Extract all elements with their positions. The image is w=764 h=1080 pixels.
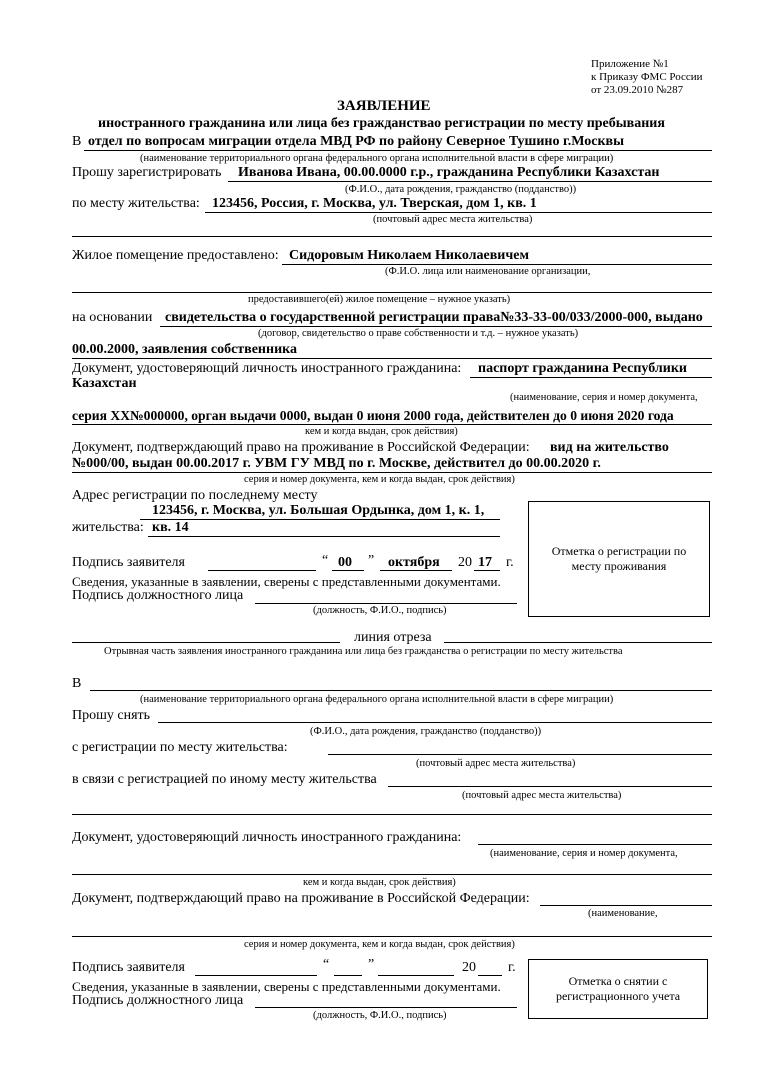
last-address-label-2: жительства: <box>72 520 144 535</box>
sign-year-suffix: г. <box>506 555 514 570</box>
p2-sign-year-line <box>478 975 502 976</box>
register-label: Прошу зарегистрировать <box>72 165 222 180</box>
p2-id-doc-label: Документ, удостоверяющий личность иностранного гражданина: <box>72 830 462 845</box>
residence-hint: серия и номер документа, кем и когда выдан, срок действия) <box>244 474 515 485</box>
official-line <box>255 603 517 604</box>
last-address-underline <box>140 519 500 520</box>
residence-label: Документ, подтверждающий право на проживание в Российской Федерации: <box>72 440 530 455</box>
basis-underline <box>160 326 712 327</box>
register-value: Иванова Ивана, 00.00.0000 г.р., гражданина Республики Казахстан <box>238 165 660 180</box>
appendix-line-3: от 23.09.2010 №287 <box>591 84 684 96</box>
p2-to-prefix: В <box>72 676 82 691</box>
p2-sign-line <box>195 975 317 976</box>
official-label: Подпись должностного лица <box>72 588 244 603</box>
cut-line-right <box>444 642 712 643</box>
p2-residence-line-2 <box>72 936 712 937</box>
p2-reason-hint: (почтовый адрес места жительства) <box>462 790 622 801</box>
p2-remove-label: Прошу снять <box>72 708 151 723</box>
p2-id-doc-line <box>478 844 712 845</box>
to-value: отдел по вопросам миграции отдела МВД РФ по району Северное Тушино г.Москвы <box>88 134 625 149</box>
cut-label: линия отреза <box>354 630 432 645</box>
p2-to-hint: (наименование территориального органа федерального органа исполнительной власти в сфере миграции) <box>140 694 614 705</box>
last-address-value-2: кв. 14 <box>152 520 189 535</box>
id-doc-underline-2 <box>72 424 712 425</box>
quote-close: ” <box>368 553 375 568</box>
address-underline <box>205 212 712 213</box>
cut-hint: Отрывная часть заявления иностранного гражданина или лица без гражданства о регистрации по месту жительства <box>104 646 623 657</box>
register-underline <box>228 181 712 182</box>
last-address-value: 123456, г. Москва, ул. Большая Ордынка, дом 1, к. 1, <box>152 503 485 518</box>
p2-sign-year-suffix: г. <box>508 960 516 975</box>
p2-sign-month-line <box>378 975 454 976</box>
p2-from-hint: (почтовый адрес места жительства) <box>416 758 576 769</box>
p2-remove-line <box>158 722 712 723</box>
sign-label: Подпись заявителя <box>72 555 185 570</box>
p2-from-label: с регистрации по месту жительства: <box>72 740 288 755</box>
housing-hint-2: предоставившего(ей) жилое помещение – нужное указать) <box>248 294 511 305</box>
id-doc-label: Документ, удостоверяющий личность иностранного гражданина: <box>72 361 462 376</box>
p2-remove-hint: (Ф.И.О., дата рождения, гражданство (подданство)) <box>310 726 542 737</box>
id-doc-hint: (наименование, серия и номер документа, <box>510 392 698 403</box>
housing-underline <box>282 264 712 265</box>
deregistration-stamp-box <box>528 959 708 1019</box>
residence-value-2: №000/00, выдан 00.00.2017 г. УВМ ГУ МВД по г. Москве, действител до 00.00.2020 г. <box>72 456 601 471</box>
page-subtitle: иностранного гражданина или лица без гражданствао регистрации по месту пребывания <box>98 116 665 131</box>
id-doc-hint-2: кем и когда выдан, срок действия) <box>305 426 458 437</box>
sign-year: 17 <box>478 555 492 570</box>
sign-month-line <box>380 570 452 571</box>
p2-reason-label: в связи с регистрацией по иному месту жительства <box>72 772 377 787</box>
sign-day-line <box>332 570 364 571</box>
p2-id-doc-hint: (наименование, серия и номер документа, <box>490 848 678 859</box>
to-hint: (наименование территориального органа федерального органа исполнительной власти в сфере миграции) <box>140 153 614 164</box>
sign-year-line <box>474 570 500 571</box>
residence-value: вид на жительство <box>550 440 669 455</box>
p2-to-line <box>90 690 712 691</box>
p2-from-line <box>328 754 712 755</box>
quote-open: “ <box>322 553 329 568</box>
registration-stamp-box <box>528 501 710 617</box>
to-underline <box>84 150 712 151</box>
address-hint: (почтовый адрес места жительства) <box>373 214 533 225</box>
cut-line-left <box>72 642 340 643</box>
p2-residence-hint: (наименование, <box>588 908 658 919</box>
appendix-line-2: к Приказу ФМС России <box>591 71 703 83</box>
p2-official-line <box>255 1007 517 1008</box>
basis-value: свидетельства о государственной регистрации права№33-33-00/033/2000-000, выдано <box>165 310 703 325</box>
registration-stamp-text: Отметка о регистрации по месту проживания <box>551 544 687 573</box>
id-doc-value-3: серия XX№000000, орган выдачи 0000, выдан 0 июня 2000 года, действителен до 0 июня 2020 года <box>72 408 674 423</box>
sign-month: октября <box>388 555 440 570</box>
p2-residence-line <box>540 905 712 906</box>
basis-value-2: 00.00.2000, заявления собственника <box>72 342 297 357</box>
basis-hint: (договор, свидетельство о праве собственности и т.д. – нужное указать) <box>258 328 579 339</box>
residence-underline <box>72 472 712 473</box>
p2-official-label: Подпись должностного лица <box>72 993 244 1008</box>
p2-official-hint: (должность, Ф.И.О., подпись) <box>313 1010 447 1021</box>
deregistration-stamp-text: Отметка о снятии с регистрационного учета <box>555 974 681 1003</box>
p2-sign-day-line <box>334 975 362 976</box>
address-label: по месту жительства: <box>72 196 200 211</box>
official-hint: (должность, Ф.И.О., подпись) <box>313 605 447 616</box>
p2-sign-label: Подпись заявителя <box>72 960 185 975</box>
housing-value: Сидоровым Николаем Николаевичем <box>289 248 529 263</box>
sign-day: 00 <box>338 555 352 570</box>
last-address-underline-2 <box>148 536 500 537</box>
p2-reason-line <box>388 786 712 787</box>
to-prefix: В <box>72 134 82 149</box>
p2-residence-label: Документ, подтверждающий право на проживание в Российской Федерации: <box>72 891 530 906</box>
housing-hint: (Ф.И.О. лица или наименование организации, <box>385 266 591 277</box>
p2-id-doc-line-2 <box>72 874 712 875</box>
address-extra-line <box>72 236 712 237</box>
register-hint: (Ф.И.О., дата рождения, гражданство (подданство)) <box>345 184 577 195</box>
sign-year-prefix: 20 <box>458 555 472 570</box>
p2-reason-extra-line <box>72 814 712 815</box>
p2-quote-open: “ <box>323 957 330 972</box>
last-address-label: Адрес регистрации по последнему месту <box>72 488 318 503</box>
housing-label: Жилое помещение предоставлено: <box>72 248 279 263</box>
address-value: 123456, Россия, г. Москва, ул. Тверская, дом 1, кв. 1 <box>212 196 537 211</box>
id-doc-value-2: Казахстан <box>72 376 137 391</box>
p2-sign-year-prefix: 20 <box>462 960 476 975</box>
p2-residence-hint-2: серия и номер документа, кем и когда выдан, срок действия) <box>244 939 515 950</box>
id-doc-underline <box>470 377 712 378</box>
p2-verified-text: Сведения, указанные в заявлении, сверены с представленными документами. <box>72 979 501 994</box>
p2-quote-close: ” <box>368 957 375 972</box>
page-title: ЗАЯВЛЕНИЕ <box>337 98 431 114</box>
p2-id-doc-hint-2: кем и когда выдан, срок действия) <box>303 877 456 888</box>
appendix-line-1: Приложение №1 <box>591 58 669 70</box>
basis-underline-2 <box>72 358 712 359</box>
id-doc-value: паспорт гражданина Республики <box>478 361 687 376</box>
basis-label: на основании <box>72 310 153 325</box>
sign-line <box>208 570 316 571</box>
verified-text: Сведения, указанные в заявлении, сверены с представленными документами. <box>72 574 501 589</box>
housing-extra-line <box>72 292 712 293</box>
